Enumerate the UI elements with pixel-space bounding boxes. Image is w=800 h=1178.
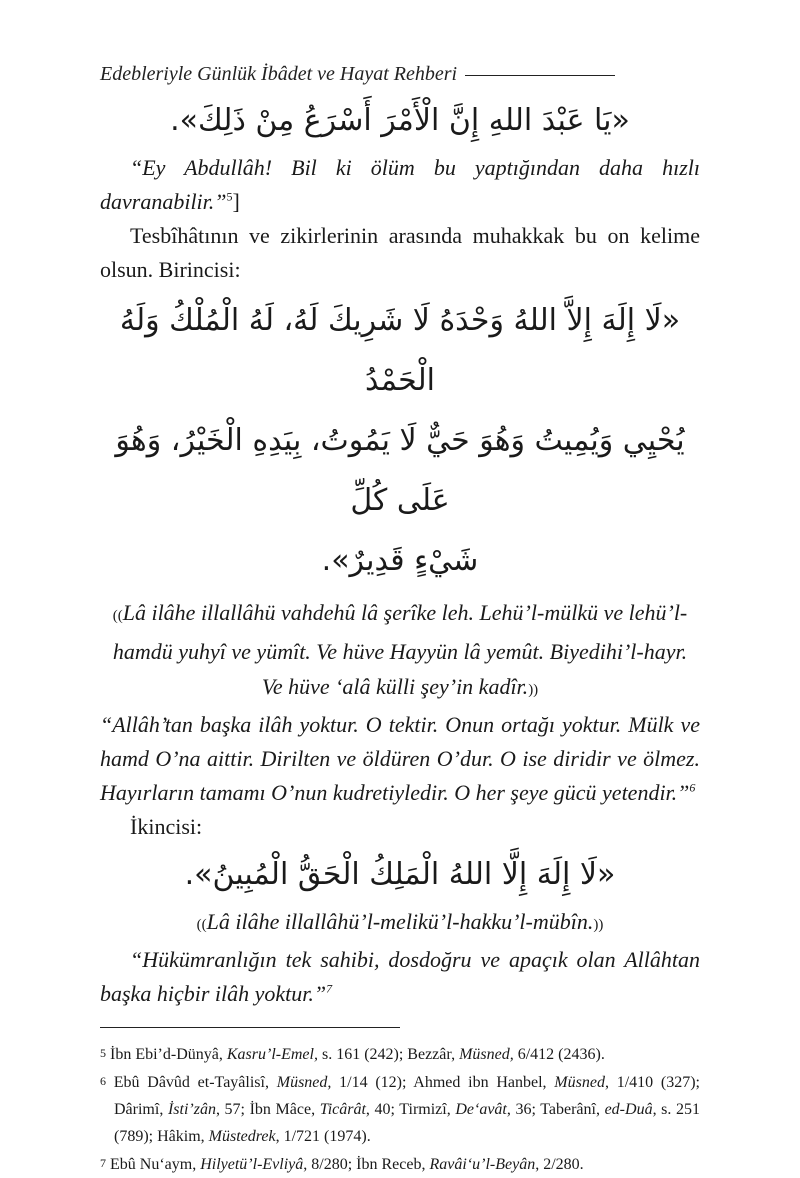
header-title: Edebleriyle Günlük İbâdet ve Hayat Rehberi [100,62,458,85]
translit-open-2: (( [196,917,207,933]
footnote-6-text-f: , 36; Taberânî, [506,1101,605,1118]
arabic-dhikr-1-line-3: شَيْءٍ قَدِيرٌ». [321,542,479,578]
footnote-6-title-b: Müsned [554,1074,605,1091]
footnote-7-text-b: , 8/280; İbn Receb, [303,1156,430,1173]
footnote-5-text-c: 6/412 (2436). [513,1046,605,1063]
arabic-dhikr-1-line-2: يُحْيِي وَيُمِيتُ وَهُوَ حَيٌّ لَا يَمُوتُ، بِيَدِهِ الْخَيْرُ، وَهُوَ عَلَى كُلِّ [115,422,685,518]
footnote-7 [100,1150,700,1178]
footnote-7-title-b: Ravâi‘u’l-Beyân [429,1156,536,1173]
footnote-ref-7: 7 [326,981,333,996]
arabic-dhikr-1-line-1: «لَا إِلَهَ إِلاَّ اللهُ وَحْدَهُ لَا شَرِيكَ لَهُ، لَهُ الْمُلْكُ وَلَهُ الْحَمْدُ [119,302,681,398]
footnote-5-number: 5 [100,1046,106,1060]
footnote-6-text-a: Ebû Dâvûd et-Tayâlisî, [113,1074,277,1091]
footnote-7-text-c: , 2/280. [535,1156,584,1173]
closing-bracket: ] [232,188,240,214]
footnote-6-title-g: Müstedrek [208,1128,276,1145]
translit-close-2: )) [593,917,604,933]
footnote-6-title-f: ed-Duâ [604,1101,653,1118]
running-header [100,58,700,90]
transliteration-2 [100,904,700,943]
footnote-6-text-h: , 1/721 (1974). [275,1128,371,1145]
meaning-text-2: “Hükümranlığın tek sahibi, dosdoğru ve apaçık olan Allâhtan başka hiçbir ilâh yoktur.” [100,947,700,1006]
footnote-7-title-a: Hilyetü’l-Evliyâ [200,1156,304,1173]
footnote-6-text-c: , 1/410 (327); Dârimî, [114,1074,700,1118]
body-paragraph-2: Tesbîhâtının ve zikirlerinin arasında muhakkak bu on kelime olsun. Birincisi: [100,222,700,282]
footnote-6-title-a: Müsned, [276,1074,332,1091]
translit-text-2: Lâ ilâhe illallâhü’l-melikü’l-hakku’l-mübîn. [206,909,594,934]
second-label: İkincisi: [130,813,203,839]
meaning-paragraph-1 [100,708,700,810]
footnote-6-text-g: , s. 251 (789); Hâkim, [114,1101,701,1145]
translation-text-1: “Ey Abdullâh! Bil ki ölüm bu yaptığından daha hızlı davranabilir.” [100,154,700,214]
footnote-5-title-a: Kasru’l-Emel, [226,1046,318,1063]
footnote-6-text-b: 1/14 (12); Ahmed ibn Hanbel, [331,1074,555,1091]
arabic-dhikr-2: «لَا إِلَهَ إِلَّا اللهُ الْمَلِكُ الْحَقُّ الْمُبِينُ». [184,856,616,892]
page [100,58,700,1178]
arabic-dhikr-1 [100,291,700,591]
footnotes [100,1040,700,1178]
footnote-7-number: 7 [100,1156,106,1170]
footnote-5-text-b: s. 161 (242); Bezzâr, [317,1046,460,1063]
translit-open-1: (( [112,607,123,624]
meaning-paragraph-2 [100,943,700,1011]
footnote-5-title-b: Müsned, [459,1046,514,1063]
footnote-6-number: 6 [100,1074,106,1088]
footnote-6-title-d: Ticârât [319,1101,366,1118]
footnote-6 [100,1068,700,1150]
translit-close-1: )) [528,681,539,698]
translit-text-1: Lâ ilâhe illallâhü vahdehû lâ şerîke leh. Lehü’l-mülkü ve lehü’l-hamdü yuhyî ve yümît. Ve hüve Hayyün lâ yemût. Biyedihi’l-hayr. Ve hüve ‘alâ külli şey’in kadîr. [112,599,688,699]
arabic-quote-1: «يَا عَبْدَ اللهِ إِنَّ الْأَمْرَ أَسْرَعُ مِنْ ذَلِكَ». [170,103,630,138]
meaning-text-1: “Allâh’tan başka ilâh yoktur. O tektir. Onun ortağı yoktur. Mülk ve hamd O’na aittir. Dirilten ve öldüren O’dur. O ise diridir ve ölmez. Hayırların tamamı O’nun kudretiyledir. O her şeye gücü yetendir.” [100,711,700,805]
translation-paragraph-1 [100,151,700,219]
footnote-divider [100,1027,400,1028]
footnote-6-title-e: De‘avât [455,1101,507,1118]
header-rule [465,75,615,76]
footnote-7-text-a: Ebû Nu‘aym, [110,1156,201,1173]
footnote-6-text-d: , 57; İbn Mâce, [215,1101,320,1118]
footnote-ref-6: 6 [689,780,696,795]
footnote-6-title-c: İsti’zân [167,1101,216,1118]
footnote-ref-5: 5 [226,189,233,204]
footnote-6-text-e: , 40; Tirmizî, [365,1101,456,1118]
footnote-5-text-a: İbn Ebi’d-Dünyâ, [110,1046,227,1063]
footnote-5 [100,1040,700,1068]
transliteration-1 [100,595,700,708]
